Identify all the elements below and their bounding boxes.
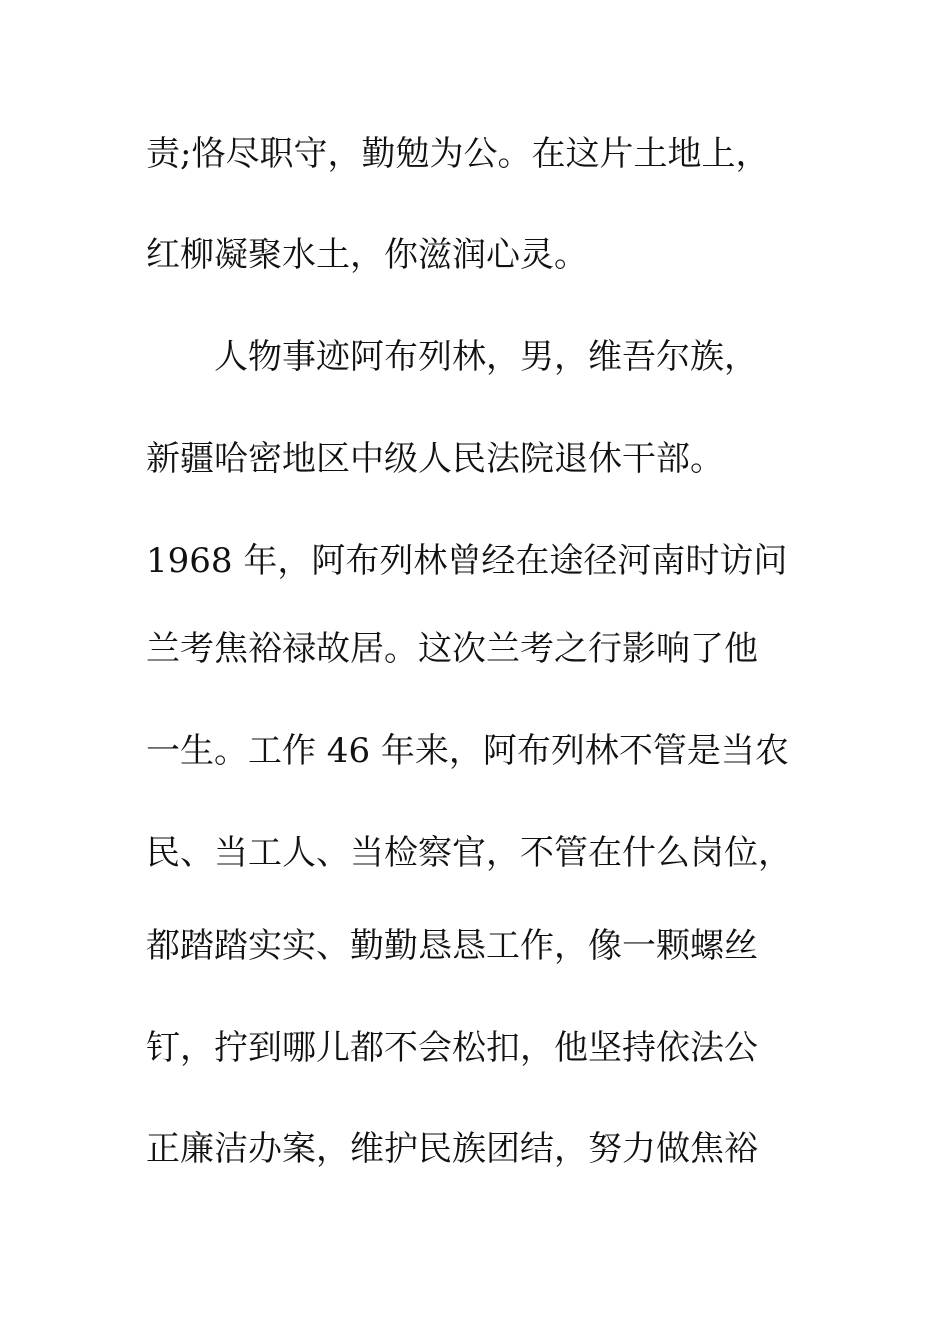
- body-text-line: 新疆哈密地区中级人民法院退休干部。: [146, 439, 724, 479]
- body-text-line: 1968 年，阿布列林曾经在途径河南时访问: [146, 541, 788, 581]
- body-text-line: 兰考焦裕禄故居。这次兰考之行影响了他: [146, 629, 758, 669]
- body-text-line: 一生。工作 46 年来，阿布列林不管是当农: [146, 731, 789, 771]
- body-text-line: 正廉洁办案，维护民族团结，努力做焦裕: [146, 1129, 758, 1169]
- body-text-line: 责;恪尽职守，勤勉为公。在这片土地上，: [146, 134, 770, 174]
- body-text-line: 红柳凝聚水土，你滋润心灵。: [146, 235, 588, 275]
- body-text-line: 民、当工人、当检察官，不管在什么岗位，: [146, 833, 792, 873]
- body-text-line: 钉，拧到哪儿都不会松扣，他坚持依法公: [146, 1028, 758, 1068]
- body-text-line: 都踏踏实实、勤勤恳恳工作，像一颗螺丝: [146, 926, 758, 966]
- paragraph-start-line: 人物事迹阿布列林，男，维吾尔族，: [214, 337, 758, 377]
